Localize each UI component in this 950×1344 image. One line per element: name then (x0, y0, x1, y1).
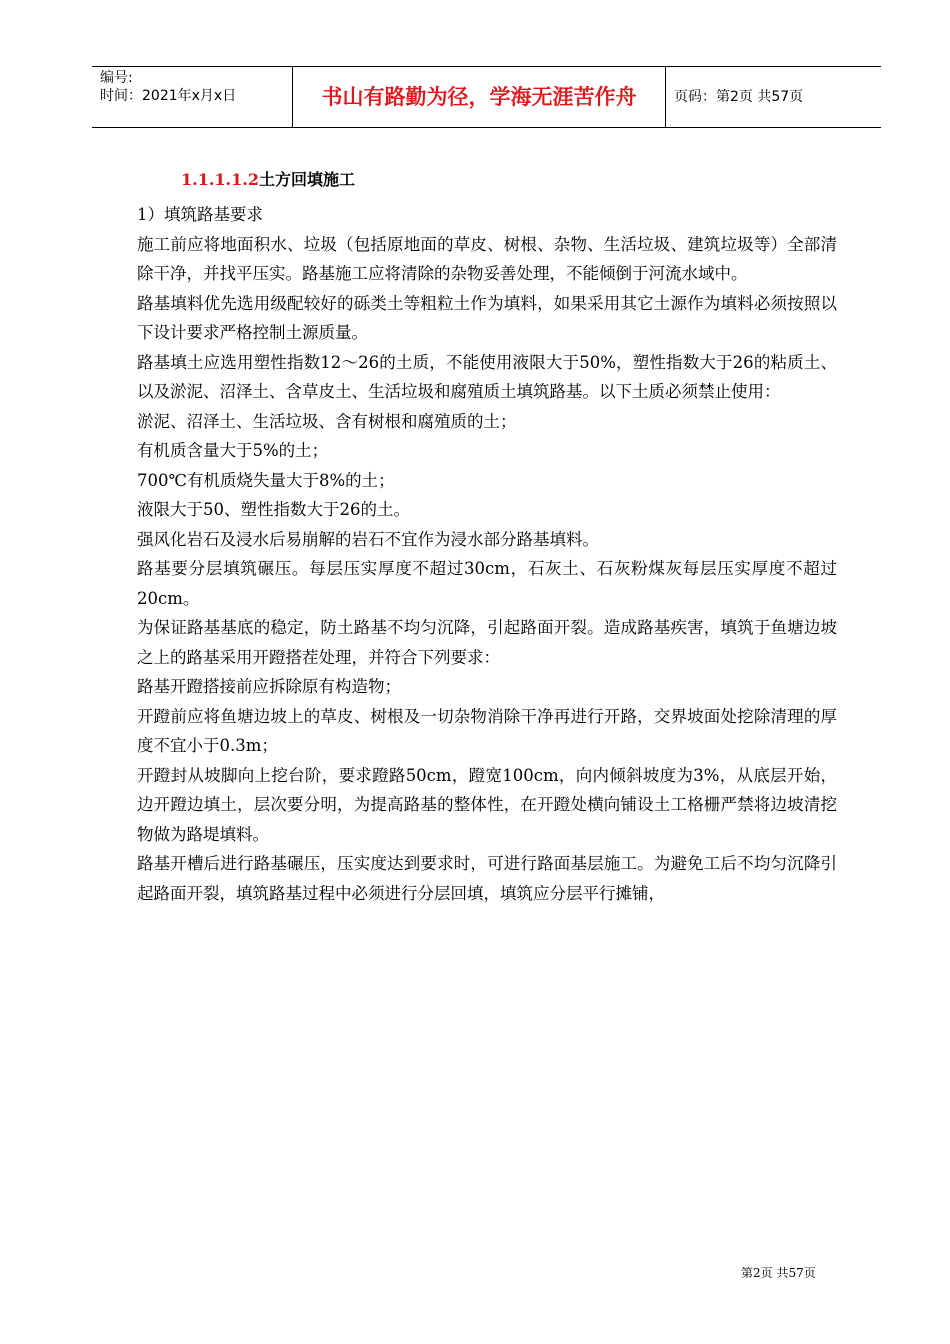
paragraph: 淤泥、沼泽土、生活垃圾、含有树根和腐殖质的土； (137, 411, 517, 431)
paragraph: 有机质含量大于5%的土； (137, 441, 329, 460)
section-number: 1.1.1.1.2 (181, 170, 259, 189)
footer-page-number: 第2页 共57页 (741, 1266, 816, 1280)
document-body (137, 160, 837, 908)
paragraph: 液限大于50、塑性指数大于26的土。 (137, 500, 410, 519)
paragraph: 700℃有机质烧失量大于8%的土； (137, 470, 395, 490)
paragraph: 施工前应将地面积水、垃圾（包括原地面的草皮、树根、杂物、生活垃圾、建筑垃圾等）全部清除干净，并找平压实。路基施工应将清除的杂物妥善处理，不能倾倒于河流水域中。 (137, 234, 837, 283)
paragraph: 路基要分层填筑碾压。每层压实厚度不超过30cm，石灰土、石灰粉煤灰每层压实厚度不超过20cm。 (137, 559, 837, 608)
page-header (92, 66, 881, 128)
section-heading (181, 160, 837, 200)
paragraph: 路基开槽后进行路基碾压，压实度达到要求时，可进行路面基层施工。为避免工后不均匀沉降引起路面开裂，填筑路基过程中必须进行分层回填，填筑应分层平行摊铺， (137, 854, 837, 903)
paragraph: 路基填料优先选用级配较好的砾类土等粗粒土作为填料，如果采用其它土源作为填料必须按照以下设计要求严格控制土源质量。 (137, 293, 837, 342)
header-meta-cell (92, 67, 293, 127)
paragraph: 路基填土应选用塑性指数12～26的土质，不能使用液限大于50%，塑性指数大于26的粘质土、以及淤泥、沼泽土、含草皮土、生活垃圾和腐殖质土填筑路基。以下土质必须禁止使用： (137, 352, 837, 401)
serial-label: 编号: (100, 70, 133, 86)
header-page-info: 页码：第2页 共57页 (674, 89, 804, 105)
paragraph: 强风化岩石及浸水后易崩解的岩石不宜作为浸水部分路基填料。 (137, 529, 599, 549)
paragraph: 开蹬前应将鱼塘边坡上的草皮、树根及一切杂物消除干净再进行开路，交界坡面处挖除清理的厚度不宜小于0.3m； (137, 706, 837, 755)
paragraph: 为保证路基基底的稳定，防土路基不均匀沉降，引起路面开裂。造成路基疾害，填筑于鱼塘边坡之上的路基采用开蹬搭茬处理，并符合下列要求： (137, 618, 837, 667)
paragraph: 1）填筑路基要求 (137, 205, 263, 224)
section-title: 土方回填施工 (258, 170, 355, 189)
paragraph: 路基开蹬搭接前应拆除原有构造物； (137, 677, 401, 696)
time-label: 时间：2021年x月x日 (100, 88, 237, 104)
paragraph: 开蹬封从坡脚向上挖台阶，要求蹬路50cm，蹬宽100cm，向内倾斜坡度为3%，从底层开始，边开蹬边填土，层次要分明，为提高路基的整体性，在开蹬处横向铺设土工格栅严禁将边坡清挖物做为路堤填料。 (137, 765, 837, 844)
header-motto: 书山有路勤为径，学海无涯苦作舟 (293, 67, 666, 127)
